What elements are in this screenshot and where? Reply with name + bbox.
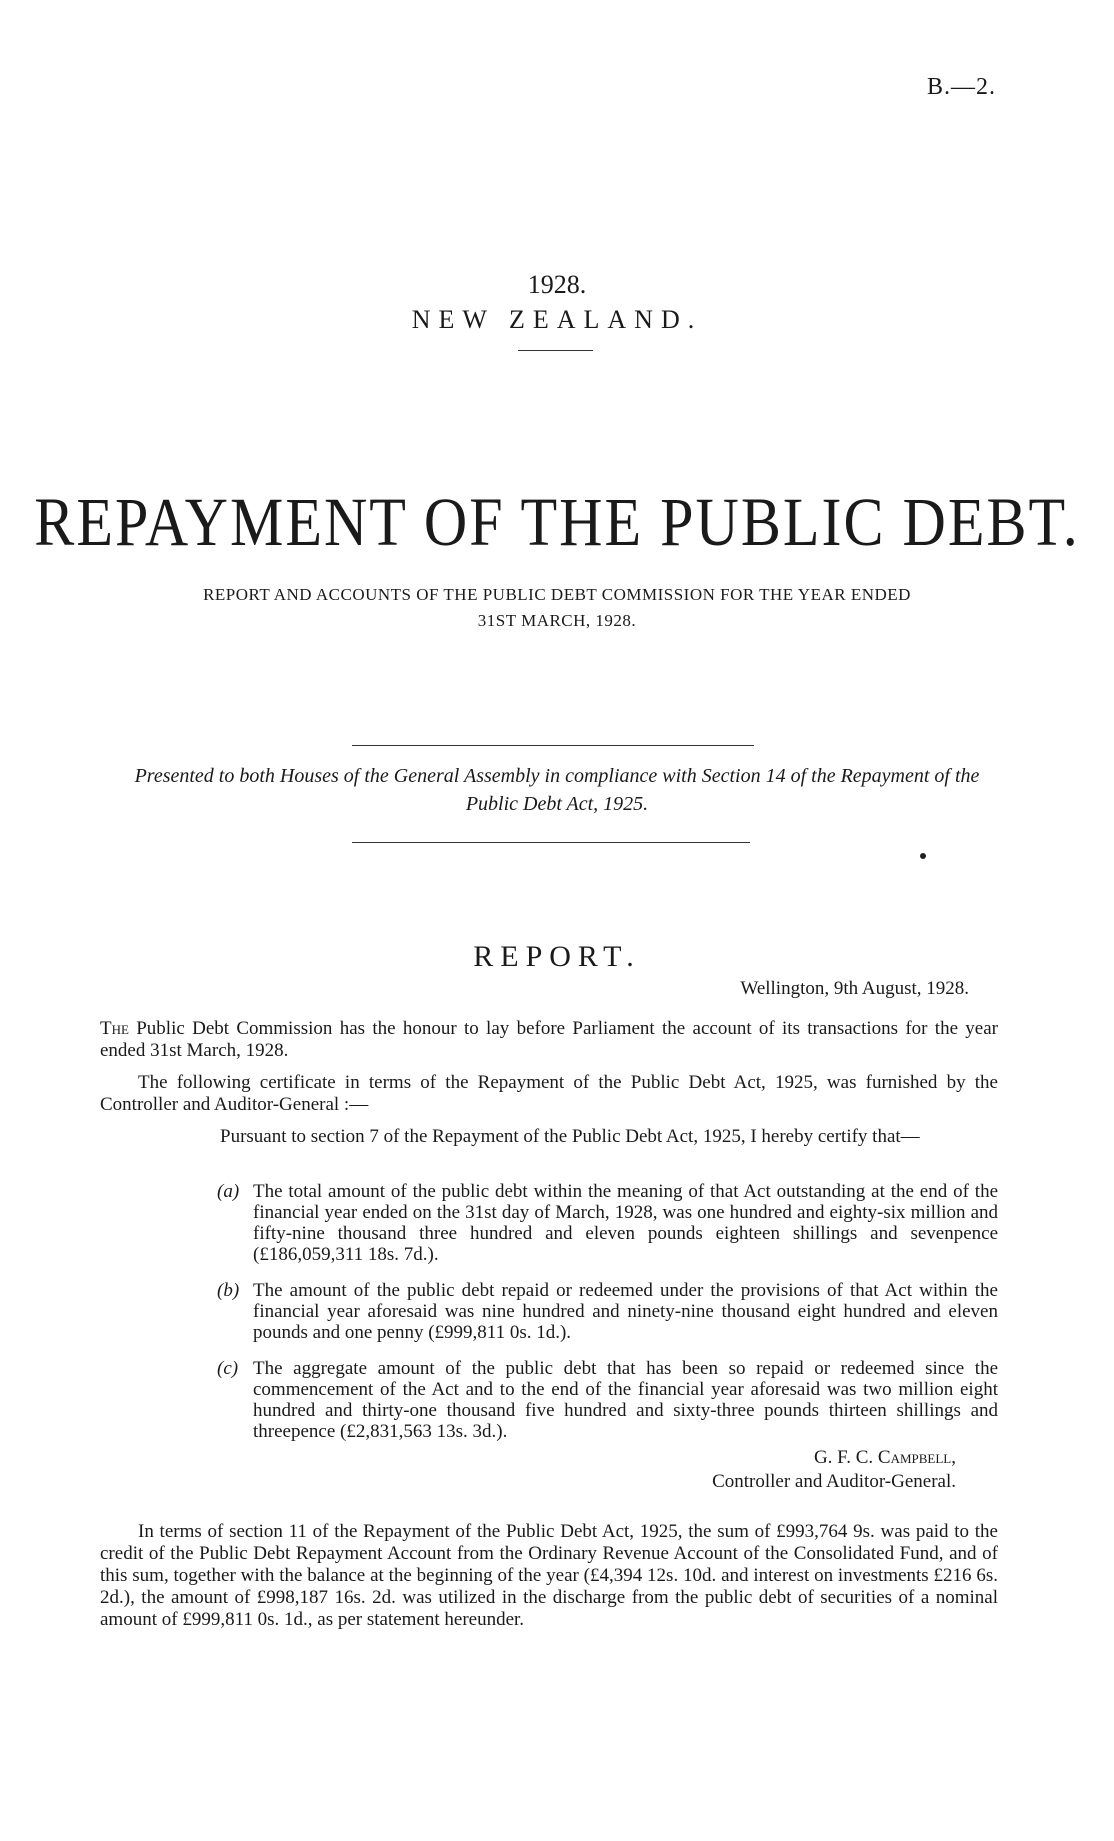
paragraph-1-text: Public Debt Commission has the honour to lay before Parliament the account of its transactions for the year ended 31st March, 1928. <box>100 1018 998 1061</box>
presented-line-2: Public Debt Act, 1925. <box>465 793 649 815</box>
signature-name: G. F. C. Campbell, <box>813 1447 956 1468</box>
signature-block <box>712 1446 956 1494</box>
item-b-text: The amount of the public debt repaid or redeemed under the provisions of that Act within the financial year aforesaid was nine hundred and ninety-nine thousand eight hundred and eleven pounds and one penny (£999,811 0s. 1d.). <box>253 1280 998 1343</box>
presented-line-1: Presented to both Houses of the General Assembly in compliance with Section 14 of the Repayment of the <box>134 765 980 787</box>
item-b-label: (b) <box>217 1280 240 1301</box>
signature-title: Controller and Auditor-General. <box>712 1471 956 1492</box>
paragraph-3: In terms of section 11 of the Repayment of the Public Debt Act, 1925, the sum of £993,764 9s. was paid to the credit of the Public Debt Repayment Account from the Ordinary Revenue Account of the Consolidated Fund, and of this sum, together with the balance at the beginning of the year (£4,394 12s. 10d. and interest on investments £216 6s. 2d.), the amount of £998,187 16s. 2d. was utilized in the discharge from the public debt of securities of a nominal amount of £999,811 0s. 1d., as per statement hereunder. <box>100 1521 998 1630</box>
subtitle-line-1: REPORT AND ACCOUNTS OF THE PUBLIC DEBT COMMISSION FOR THE YEAR ENDED <box>203 585 911 604</box>
certificate-item-b <box>217 1280 998 1343</box>
item-a-text: The total amount of the public debt within the meaning of that Act outstanding at the end of the financial year ended on the 31st day of March, 1928, was one hundred and eighty-six million and fifty-nine thousand three hundred and eleven pounds eighteen shillings and sevenpence (£186,059,311 18s. 7d.). <box>253 1181 998 1265</box>
certificate-item-a <box>217 1181 998 1265</box>
certificate-intro: Pursuant to section 7 of the Repayment of the Public Debt Act, 1925, I hereby certify that— <box>220 1126 920 1147</box>
divider-top <box>352 745 754 746</box>
country-heading: NEW ZEALAND. <box>411 305 703 334</box>
presented-notice <box>100 762 1014 818</box>
ink-dot <box>920 853 926 859</box>
subtitle-line-2: 31ST MARCH, 1928. <box>477 611 637 630</box>
item-a-label: (a) <box>217 1181 240 1202</box>
divider-bottom <box>352 842 750 843</box>
short-divider <box>518 350 593 351</box>
document-subtitle <box>0 585 1114 631</box>
item-c-label: (c) <box>217 1358 239 1379</box>
item-c-text: The aggregate amount of the public debt that has been so repaid or redeemed since the commencement of the Act and to the end of the financial year aforesaid was two million eight hundred and thirty-one thousand five hundred and sixty-three pounds thirteen shillings and threepence (£2,831,563 13s. 3d.). <box>253 1358 998 1442</box>
page-reference: B.—2. <box>926 74 996 100</box>
report-heading: REPORT. <box>473 940 641 973</box>
place-date: Wellington, 9th August, 1928. <box>740 978 969 999</box>
paragraph-1-lead: The <box>100 1018 129 1039</box>
paragraph-1 <box>100 1018 998 1062</box>
year-heading: 1928. <box>527 270 587 299</box>
certificate-item-c <box>217 1358 998 1442</box>
paragraph-2: The following certificate in terms of the Repayment of the Public Debt Act, 1925, was furnished by the Controller and Auditor-General :— <box>100 1072 998 1115</box>
document-title: REPAYMENT OF THE PUBLIC DEBT. <box>34 483 1080 560</box>
